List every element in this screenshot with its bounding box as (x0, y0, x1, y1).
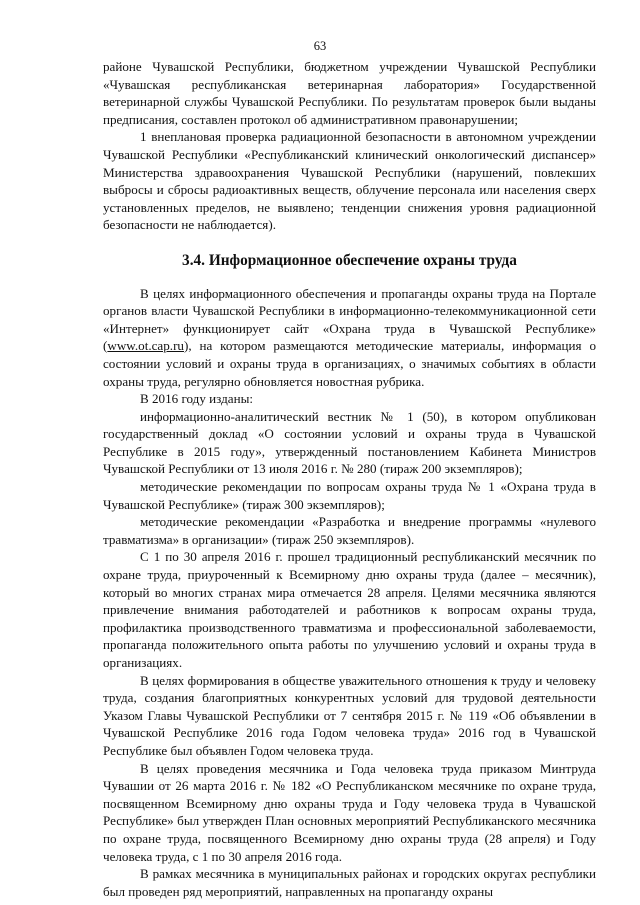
section-heading: 3.4. Информационное обеспечение охраны труда (182, 251, 517, 269)
paragraph-radiation-inspection: 1 внеплановая проверка радиационной безопасности в автономном учреждении Чувашской Республики «Республиканский клинический онкологический диспансер» Министерства здравоохранения Чувашской Республики (нарушений, повлекших выбросы и сбросы радиоактивных веществ, облучение персонала или населения сверх установленных пределов, не выявлено; тенденции снижения уровня радиационной безопасности не наблюдается). (103, 129, 596, 233)
paragraph-published-intro: В 2016 году изданы: (140, 391, 254, 407)
website-text-before: В целях информационного обеспечения и пропаганды охраны труда на Портале органов власти Чувашской Республики в информационно-телекоммуникационной сети «Интернет» функционирует сайт «Охрана труда в Чувашской Республике» ( (103, 285, 596, 354)
paragraph-website (103, 285, 596, 391)
document-body (103, 58, 596, 900)
website-link[interactable]: www.ot.cap.ru (107, 338, 184, 354)
paragraph-recommendations-2: методические рекомендации «Разработка и внедрение программы «нулевого травматизма» в организации» (тираж 250 экземпляров). (103, 514, 596, 547)
paragraph-recommendations-1: методические рекомендации по вопросам охраны труда № 1 «Охрана труда в Чувашской Республике» (тираж 300 экземпляров); (103, 479, 596, 512)
paragraph-continuation: районе Чувашской Республики, бюджетном учреждении Чувашской Республики «Чувашская республиканская ветеринарная лаборатория» Государственной ветеринарной службы Чувашской Республики. По результатам проверок были выданы предписания, составлен протокол об административном правонарушении; (103, 59, 596, 127)
paragraph-bulletin: информационно-аналитический вестник № 1 (50), в котором опубликован государственный доклад «О состоянии условий и охраны труда в Чувашской Республике в 2015 году», утвержденный постановлением Кабинета Министров Чувашской Республики от 13 июля 2016 г. № 280 (тираж 200 экземпляров); (103, 408, 596, 477)
paragraph-safety-month: С 1 по 30 апреля 2016 г. прошел традиционный республиканский месячник по охране труда, приуроченный к Всемирному дню охраны труда (далее – месячник), который во многих странах мира отмечается 28 апреля. Целями месячника являются привлечение внимания работодателей и работников к вопросам охраны труда, профилактика производственного травматизма и профессиональной заболеваемости, пропаганда положительного опыта работы по улучшению условий и охраны труда в организациях. (103, 549, 596, 670)
website-text-after: ), на котором размещаются методические материалы, информация о состоянии условий и охраны труда в организациях, о значимых событиях в области охраны труда, регулярно обновляется новостная рубрика. (103, 338, 596, 389)
page-number: 63 (313, 39, 327, 53)
paragraph-ministry-order: В целях проведения месячника и Года человека труда приказом Минтруда Чувашии от 26 марта 2016 г. № 182 «О Республиканском месячнике по охране труда, посвященном Всемирному дню охраны труда и Году человека труда в Чувашской Республике» был утвержден План основных мероприятий Республиканского месячника по охране труда, посвященного Всемирному дню охраны труда (28 апреля) и Году человека труда, с 1 по 30 апреля 2016 года. (103, 760, 596, 864)
paragraph-year-of-worker: В целях формирования в обществе уважительного отношения к труду и человеку труда, создания благоприятных конкурентных условий для трудовой деятельности Указом Главы Чувашской Республики от 7 сентября 2015 г. № 119 «Об объявлении в Чувашской Республике 2016 года Годом человека труда» 2016 год в Чувашской Республике был объявлен Годом человека труда. (103, 672, 596, 758)
paragraph-municipal-events: В рамках месячника в муниципальных районах и городских округах республики был проведен ряд мероприятий, направленных на пропаганду охраны (103, 866, 596, 899)
